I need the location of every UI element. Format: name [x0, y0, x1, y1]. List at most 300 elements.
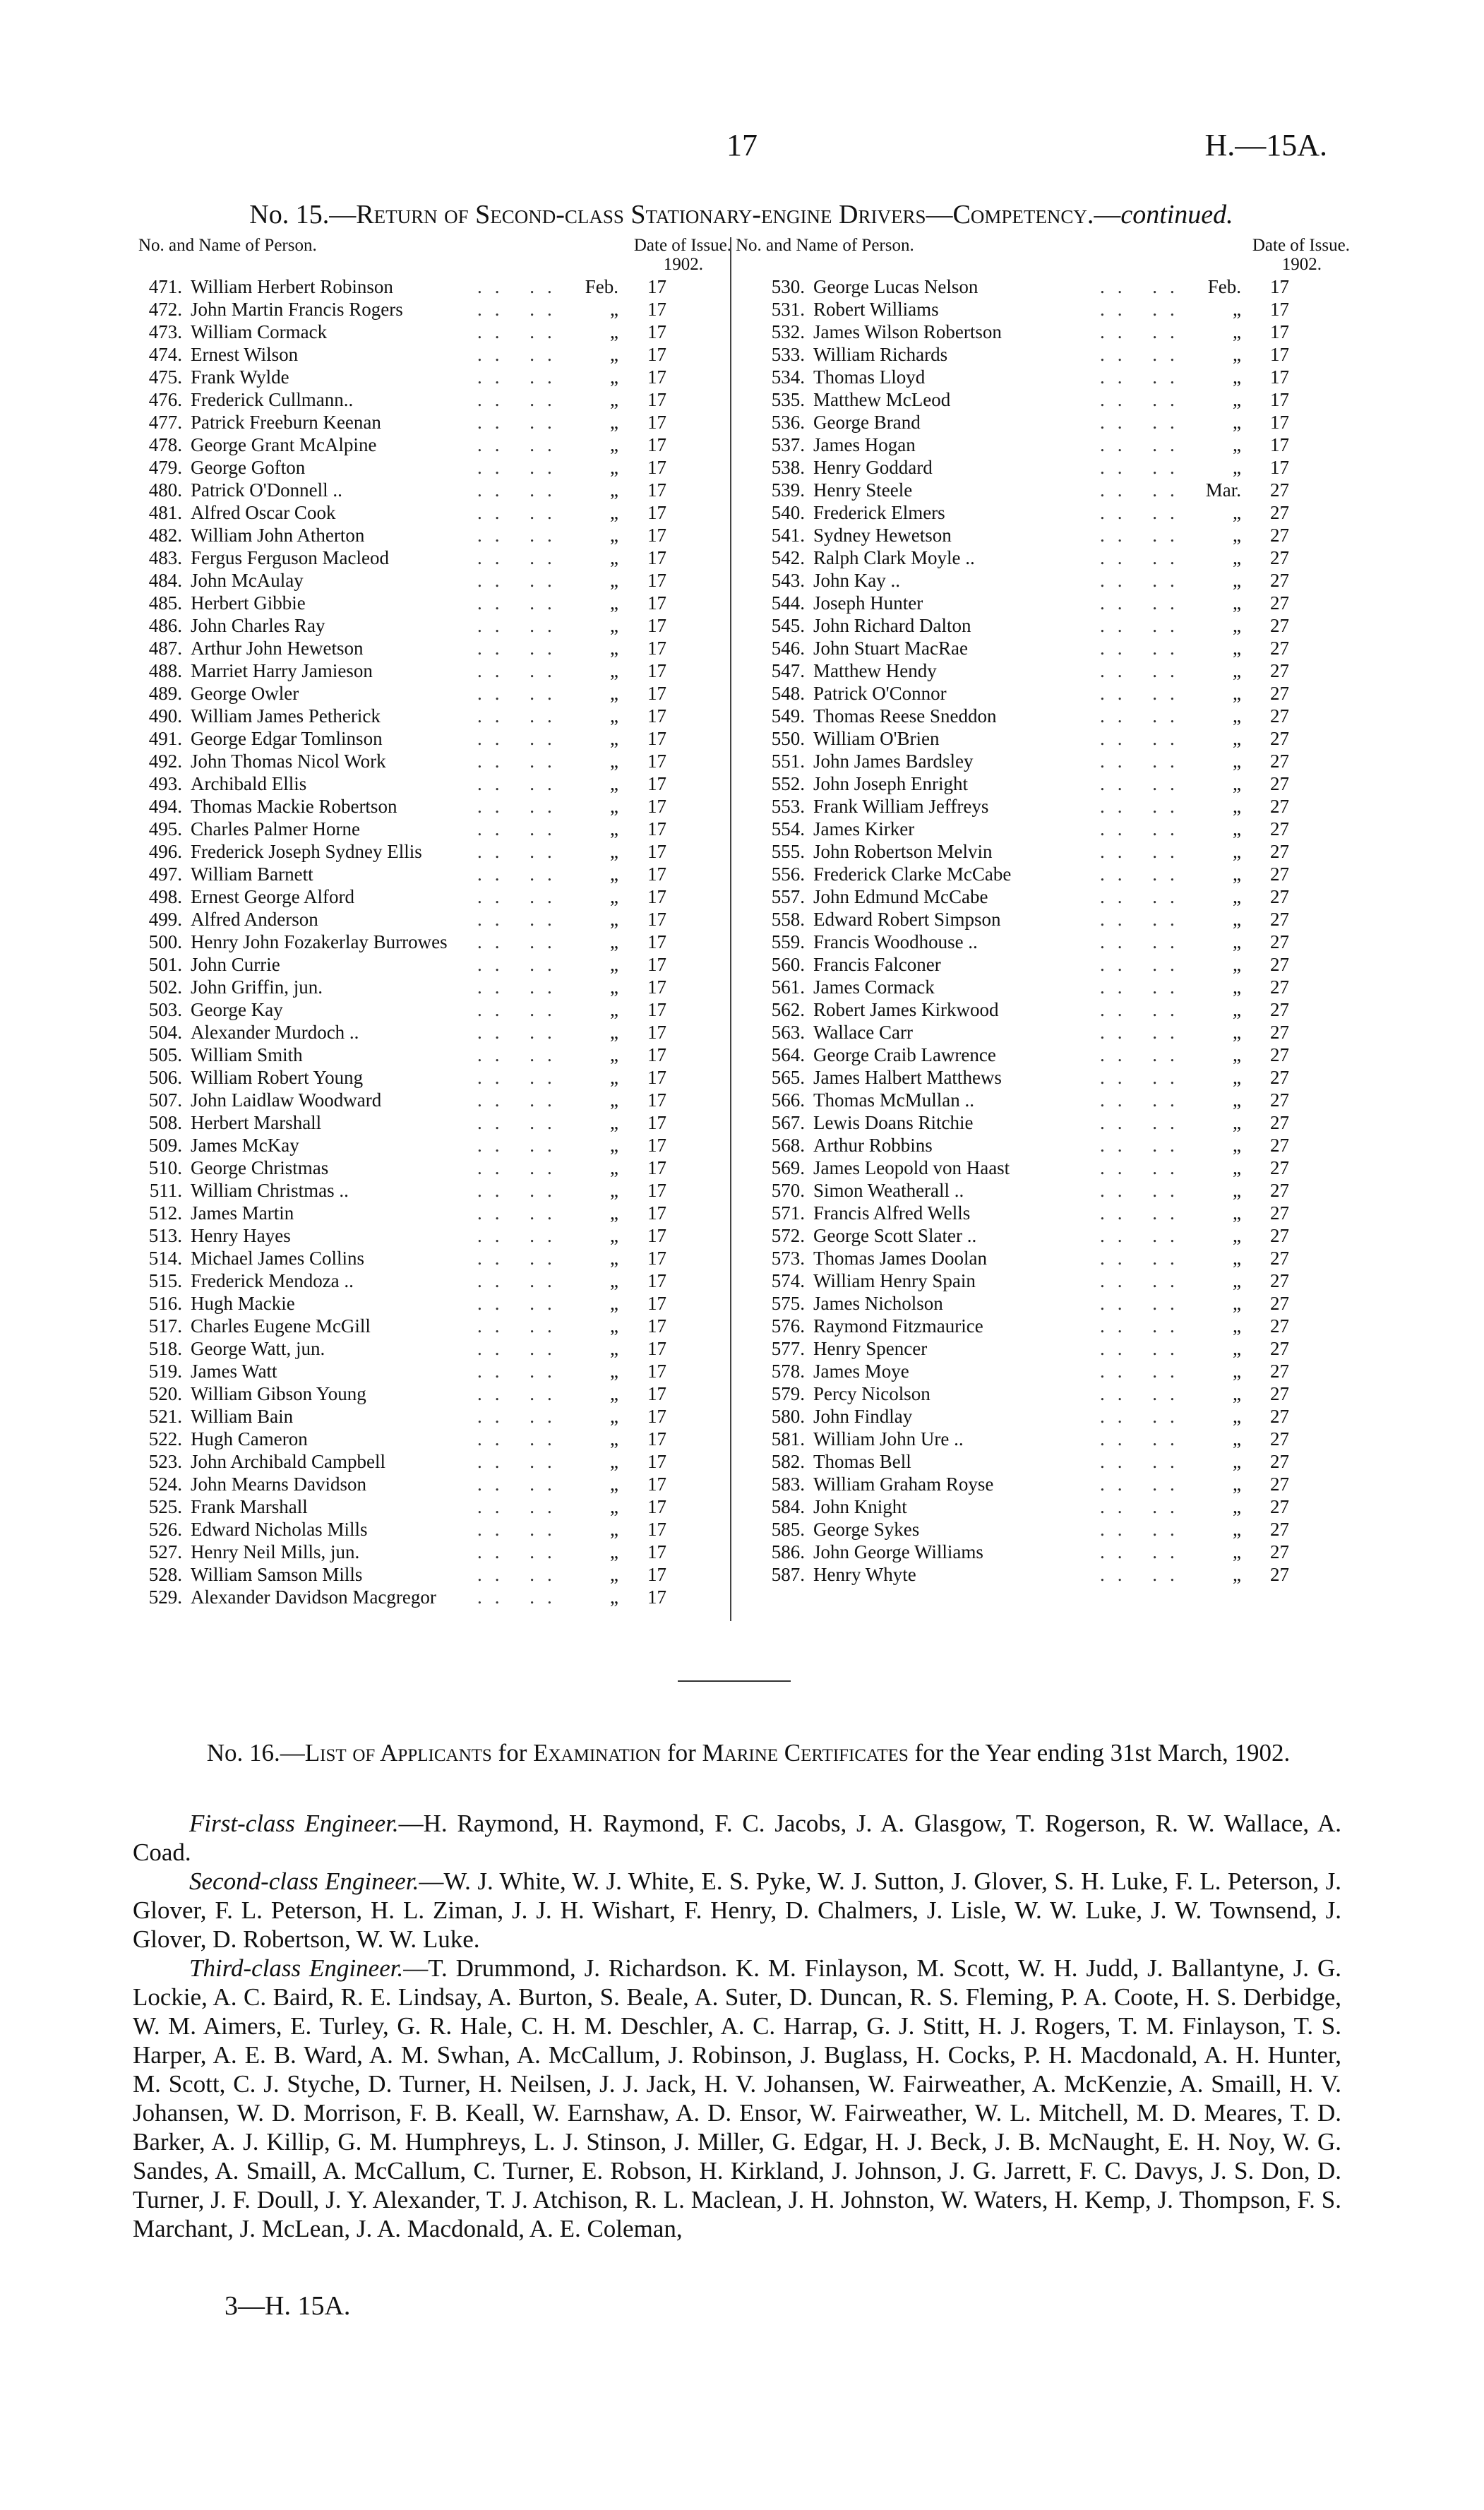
leader-dots: .. .. — [1100, 389, 1187, 410]
entry-day: 27 — [1270, 999, 1289, 1020]
entry-month: „ — [1233, 1044, 1241, 1065]
entry-name: William Smith — [191, 1044, 303, 1065]
table-row — [755, 1134, 1348, 1157]
table-row — [755, 434, 1348, 456]
entry-name: James Kirker — [813, 818, 915, 839]
entry-day: 27 — [1270, 1519, 1289, 1540]
entry-day: 17 — [647, 479, 666, 501]
entry-day: 17 — [1270, 366, 1289, 388]
table-row — [133, 1202, 726, 1224]
entry-number: 540. — [771, 502, 805, 523]
entry-name: Matthew Hendy — [813, 660, 937, 681]
entry-day: 17 — [647, 1474, 666, 1495]
leader-dots: .. .. — [1100, 1225, 1187, 1246]
table-row — [755, 614, 1348, 637]
entry-name: William Herbert Robinson — [191, 276, 393, 297]
leader-dots: .. .. — [477, 1270, 565, 1291]
leader-dots: .. .. — [1100, 1315, 1187, 1337]
entry-month: Feb. — [1207, 276, 1241, 297]
entry-day: 27 — [1270, 615, 1289, 636]
entry-number: 537. — [771, 434, 805, 455]
table-row — [755, 727, 1348, 750]
entry-number: 523. — [148, 1451, 182, 1472]
entry-number: 527. — [148, 1541, 182, 1562]
entry-day: 17 — [1270, 344, 1289, 365]
leader-dots: .. .. — [1100, 931, 1187, 952]
entry-number: 538. — [771, 457, 805, 478]
entry-day: 17 — [647, 909, 666, 930]
entry-month: „ — [1233, 976, 1241, 998]
table-row — [755, 343, 1348, 366]
table-row — [755, 1428, 1348, 1450]
leader-dots: .. .. — [1100, 1202, 1187, 1224]
entry-day: 27 — [1270, 773, 1289, 794]
entry-month: „ — [610, 1315, 618, 1337]
entry-month: „ — [610, 1202, 618, 1224]
entry-name: James Leopold von Haast — [813, 1157, 1010, 1178]
entry-name: James Watt — [191, 1361, 277, 1382]
leader-dots: .. .. — [477, 773, 565, 794]
entry-number: 533. — [771, 344, 805, 365]
entry-month: „ — [610, 683, 618, 704]
entry-number: 583. — [771, 1474, 805, 1495]
leader-dots: .. .. — [477, 909, 565, 930]
entry-name: Robert Williams — [813, 299, 939, 320]
entry-month: „ — [1233, 1406, 1241, 1427]
entry-day: 27 — [1270, 1225, 1289, 1246]
entry-number: 568. — [771, 1135, 805, 1156]
entry-day: 17 — [647, 728, 666, 749]
leader-dots: .. .. — [1100, 502, 1187, 523]
leader-dots: .. .. — [477, 1089, 565, 1111]
entry-month: „ — [610, 660, 618, 681]
entry-number: 472. — [148, 299, 182, 320]
entry-day: 17 — [647, 615, 666, 636]
leader-dots: .. .. — [477, 1541, 565, 1562]
entry-number: 473. — [148, 321, 182, 342]
entry-number: 542. — [771, 547, 805, 568]
entry-day: 17 — [647, 1157, 666, 1178]
leader-dots: .. .. — [477, 728, 565, 749]
entry-day: 17 — [647, 389, 666, 410]
second-class-paragraph — [133, 1867, 1341, 1954]
table-row — [133, 1066, 726, 1089]
table-row — [755, 998, 1348, 1021]
entry-name: George Owler — [191, 683, 299, 704]
table-row — [133, 727, 726, 750]
entry-day: 17 — [647, 1202, 666, 1224]
entry-name: John James Bardsley — [813, 751, 974, 772]
entry-name: William Robert Young — [191, 1067, 364, 1088]
leader-dots: .. .. — [477, 389, 565, 410]
entry-month: „ — [1233, 863, 1241, 885]
table-row — [755, 275, 1348, 298]
leader-dots: .. .. — [1100, 954, 1187, 975]
left-col-year-label: 1902. — [663, 255, 703, 274]
table-row — [755, 1315, 1348, 1337]
leader-dots: .. .. — [477, 1293, 565, 1314]
entry-number: 544. — [771, 592, 805, 614]
table-row — [133, 795, 726, 818]
table-row — [133, 1518, 726, 1541]
leader-dots: .. .. — [1100, 1451, 1187, 1472]
table-row — [755, 976, 1348, 998]
leader-dots: .. .. — [1100, 683, 1187, 704]
entry-number: 488. — [148, 660, 182, 681]
table-row — [755, 1224, 1348, 1247]
leader-dots: .. .. — [477, 570, 565, 591]
table-row — [755, 546, 1348, 569]
entry-name: John Edmund McCabe — [813, 886, 988, 907]
entry-number: 506. — [148, 1067, 182, 1088]
leader-dots: .. .. — [1100, 1270, 1187, 1291]
list-title — [155, 1737, 1341, 1769]
table-row — [755, 705, 1348, 727]
entry-name: Raymond Fitzmaurice — [813, 1315, 983, 1337]
entry-month: „ — [1233, 1451, 1241, 1472]
entry-day: 27 — [1270, 1022, 1289, 1043]
leader-dots: .. .. — [1100, 570, 1187, 591]
table-row — [755, 1563, 1348, 1586]
leader-dots: .. .. — [1100, 886, 1187, 907]
entry-day: 17 — [647, 1135, 666, 1156]
table-row — [133, 1495, 726, 1518]
entry-number: 571. — [771, 1202, 805, 1224]
leader-dots: .. .. — [477, 479, 565, 501]
table-row — [133, 1337, 726, 1360]
entry-number: 484. — [148, 570, 182, 591]
leader-dots: .. .. — [477, 502, 565, 523]
entry-number: 492. — [148, 751, 182, 772]
leader-dots: .. .. — [477, 1225, 565, 1246]
entry-name: Marriet Harry Jamieson — [191, 660, 373, 681]
entry-day: 17 — [647, 1293, 666, 1314]
leader-dots: .. .. — [477, 751, 565, 772]
entry-day: 27 — [1270, 1564, 1289, 1585]
entry-day: 27 — [1270, 796, 1289, 817]
third-class-paragraph — [133, 1954, 1341, 2243]
entry-month: „ — [610, 1474, 618, 1495]
entry-day: 17 — [647, 434, 666, 455]
table-row — [133, 1111, 726, 1134]
entry-day: 27 — [1270, 931, 1289, 952]
entry-month: „ — [610, 1044, 618, 1065]
entry-number: 509. — [148, 1135, 182, 1156]
entry-number: 578. — [771, 1361, 805, 1382]
entry-day: 17 — [647, 954, 666, 975]
entry-name: William John Atherton — [191, 525, 365, 546]
entry-name: Hugh Cameron — [191, 1428, 308, 1450]
entry-name: Herbert Gibbie — [191, 592, 306, 614]
leader-dots: .. .. — [1100, 999, 1187, 1020]
table-row — [755, 524, 1348, 546]
entry-day: 17 — [647, 412, 666, 433]
entry-name: Michael James Collins — [191, 1248, 364, 1269]
table-row — [755, 885, 1348, 908]
list-title-exam: Examination — [533, 1739, 662, 1767]
entry-name: Simon Weatherall .. — [813, 1180, 964, 1201]
table-row — [755, 569, 1348, 592]
entry-month: „ — [1233, 886, 1241, 907]
entry-number: 495. — [148, 818, 182, 839]
leader-dots: .. .. — [1100, 841, 1187, 862]
entry-name: Frank Wylde — [191, 366, 289, 388]
entry-day: 17 — [647, 457, 666, 478]
entry-number: 482. — [148, 525, 182, 546]
entry-name: Henry Spencer — [813, 1338, 928, 1359]
table-row — [133, 863, 726, 885]
leader-dots: .. .. — [1100, 638, 1187, 659]
entry-day: 17 — [647, 1270, 666, 1291]
entry-day: 17 — [647, 1338, 666, 1359]
entry-number: 515. — [148, 1270, 182, 1291]
entry-name: Alexander Davidson Macgregor — [191, 1586, 436, 1608]
leader-dots: .. .. — [1100, 479, 1187, 501]
entry-number: 522. — [148, 1428, 182, 1450]
entry-name: John Currie — [191, 954, 280, 975]
entry-month: „ — [1233, 1293, 1241, 1314]
leader-dots: .. .. — [477, 796, 565, 817]
leader-dots: .. .. — [1100, 1496, 1187, 1517]
return-title — [99, 199, 1384, 230]
entry-month: „ — [610, 389, 618, 410]
entry-month: „ — [610, 525, 618, 546]
table-row — [755, 1518, 1348, 1541]
first-class-names: —H. Raymond, H. Raymond, F. C. Jacobs, J. A. Glasgow, T. Rogerson, R. W. Wallace, A. Coad. — [133, 1810, 1341, 1866]
entry-day: 27 — [1270, 728, 1289, 749]
entry-number: 526. — [148, 1519, 182, 1540]
table-row — [133, 1157, 726, 1179]
entry-month: „ — [610, 1157, 618, 1178]
entry-month: „ — [1233, 1564, 1241, 1585]
entry-day: 17 — [647, 502, 666, 523]
entry-day: 27 — [1270, 1541, 1289, 1562]
entry-name: George Kay — [191, 999, 283, 1020]
entry-day: 17 — [647, 1248, 666, 1269]
entry-month: „ — [610, 412, 618, 433]
leader-dots: .. .. — [1100, 1338, 1187, 1359]
entry-number: 510. — [148, 1157, 182, 1178]
first-class-paragraph — [133, 1809, 1341, 1867]
entry-day: 17 — [647, 1315, 666, 1337]
entry-name: George Scott Slater .. — [813, 1225, 977, 1246]
leader-dots: .. .. — [477, 1361, 565, 1382]
entry-name: Arthur Robbins — [813, 1135, 933, 1156]
table-row — [133, 546, 726, 569]
third-class-label: Third-class Engineer. — [189, 1954, 404, 1982]
entry-name: John Mearns Davidson — [191, 1474, 366, 1495]
table-row — [755, 1541, 1348, 1563]
leader-dots: .. .. — [1100, 1044, 1187, 1065]
table-row — [133, 976, 726, 998]
entry-month: „ — [1233, 366, 1241, 388]
entry-name: Archibald Ellis — [191, 773, 307, 794]
entry-number: 476. — [148, 389, 182, 410]
leader-dots: .. .. — [477, 1067, 565, 1088]
entry-name: Charles Palmer Horne — [191, 818, 360, 839]
leader-dots: .. .. — [477, 954, 565, 975]
entry-number: 577. — [771, 1338, 805, 1359]
table-row — [133, 1247, 726, 1269]
entry-name: John Findlay — [813, 1406, 913, 1427]
entry-number: 579. — [771, 1383, 805, 1404]
entry-day: 27 — [1270, 1157, 1289, 1178]
leader-dots: .. .. — [477, 863, 565, 885]
leader-dots: .. .. — [477, 615, 565, 636]
table-row — [133, 343, 726, 366]
entry-number: 535. — [771, 389, 805, 410]
entry-name: Edward Robert Simpson — [813, 909, 1001, 930]
entry-day: 17 — [1270, 434, 1289, 455]
entry-name: John Joseph Enright — [813, 773, 968, 794]
entry-number: 498. — [148, 886, 182, 907]
right-col-name-header: No. and Name of Person. — [736, 236, 914, 255]
entry-day: 17 — [647, 1586, 666, 1608]
entry-month: „ — [610, 344, 618, 365]
entry-month: „ — [610, 1541, 618, 1562]
leader-dots: .. .. — [477, 1338, 565, 1359]
entry-number: 553. — [771, 796, 805, 817]
entry-number: 503. — [148, 999, 182, 1020]
entry-number: 474. — [148, 344, 182, 365]
entry-name: Henry Goddard — [813, 457, 933, 478]
entry-month: „ — [1233, 841, 1241, 862]
second-class-label: Second-class Engineer. — [189, 1867, 419, 1895]
entry-name: John George Williams — [813, 1541, 983, 1562]
entry-month: „ — [610, 976, 618, 998]
entry-day: 17 — [647, 1406, 666, 1427]
entry-month: „ — [1233, 299, 1241, 320]
entry-number: 497. — [148, 863, 182, 885]
table-row — [133, 931, 726, 953]
leader-dots: .. .. — [1100, 909, 1187, 930]
entry-day: 27 — [1270, 592, 1289, 614]
entry-number: 486. — [148, 615, 182, 636]
leader-dots: .. .. — [477, 1383, 565, 1404]
entry-month: „ — [610, 1180, 618, 1201]
entry-day: 27 — [1270, 660, 1289, 681]
entry-month: „ — [610, 1248, 618, 1269]
entry-month: „ — [1233, 321, 1241, 342]
entry-day: 27 — [1270, 818, 1289, 839]
entry-month: „ — [1233, 502, 1241, 523]
entry-number: 478. — [148, 434, 182, 455]
entry-number: 514. — [148, 1248, 182, 1269]
entry-name: John Stuart MacRae — [813, 638, 968, 659]
leader-dots: .. .. — [477, 1044, 565, 1065]
entry-number: 477. — [148, 412, 182, 433]
leader-dots: .. .. — [477, 1428, 565, 1450]
table-row — [755, 456, 1348, 479]
first-class-label: First-class Engineer. — [189, 1810, 399, 1837]
leader-dots: .. .. — [477, 818, 565, 839]
entry-month: „ — [1233, 931, 1241, 952]
leader-dots: .. .. — [1100, 1067, 1187, 1088]
entry-month: „ — [610, 705, 618, 727]
entry-day: 17 — [647, 818, 666, 839]
entry-number: 518. — [148, 1338, 182, 1359]
entry-month: „ — [610, 909, 618, 930]
entry-name: Henry Whyte — [813, 1564, 916, 1585]
section-rule — [678, 1680, 791, 1682]
third-class-names: —T. Drummond, J. Richardson. K. M. Finlayson, M. Scott, W. H. Judd, J. Ballantyne, J. G. Lockie, A. C. Baird, R. E. Lindsay, A. Burton, S. Beale, A. Suter, D. Duncan, R. S. Fleming, P. A. Coote, H. S. Derbidge, W. M. Aimers, E. Turley, G. R. Hale, C. H. M. Deschler, A. C. Harrap, G. J. Stitt, H. J. Rogers, T. M. Finlayson, T. S. Harper, A. E. B. Ward, A. M. Swhan, A. McCallum, J. Robinson, J. Buglass, H. Cocks, P. H. Macdonald, A. H. Hunter, M. Scott, C. J. Styche, D. Turner, H. Neilsen, J. J. Jack, H. V. Johansen, W. Fairweather, A. McKenzie, A. Smaill, H. V. Johansen, W. D. Morrison, F. B. Keall, W. Earnshaw, A. D. Ensor, W. Fairweather, W. L. Mitchell, M. D. Meares, T. D. Barker, A. J. Killip, G. M. Humphreys, L. J. Stinson, J. Miller, G. Edgar, H. J. Beck, J. B. McNaught, E. H. Noy, W. G. Sandes, A. Smaill, A. McCallum, C. Turner, E. Robson, H. Kirkland, J. Johnson, J. G. Jarrett, F. C. Davys, J. S. Don, D. Turner, J. F. Doull, J. Y. Alexander, T. J. Atchison, R. L. Maclean, J. H. Johnston, W. Waters, H. Kemp, J. Thompson, F. S. Marchant, J. McLean, J. A. Macdonald, A. E. Coleman, — [133, 1954, 1341, 2242]
entry-number: 485. — [148, 592, 182, 614]
entry-month: „ — [1233, 773, 1241, 794]
entry-month: „ — [610, 751, 618, 772]
entry-month: „ — [610, 818, 618, 839]
column-divider — [730, 237, 731, 1621]
table-row — [755, 682, 1348, 705]
leader-dots: .. .. — [1100, 615, 1187, 636]
table-row — [133, 411, 726, 434]
table-row — [755, 1111, 1348, 1134]
entry-name: Arthur John Hewetson — [191, 638, 364, 659]
entry-day: 17 — [647, 1225, 666, 1246]
entry-number: 534. — [771, 366, 805, 388]
entry-day: 17 — [647, 1428, 666, 1450]
leader-dots: .. .. — [477, 525, 565, 546]
entry-name: Frank Marshall — [191, 1496, 308, 1517]
leader-dots: .. .. — [477, 1586, 565, 1608]
entry-month: „ — [1233, 1022, 1241, 1043]
table-row — [133, 1428, 726, 1450]
entry-number: 481. — [148, 502, 182, 523]
entry-day: 17 — [1270, 321, 1289, 342]
table-row — [755, 1247, 1348, 1269]
leader-dots: .. .. — [477, 1406, 565, 1427]
entry-number: 501. — [148, 954, 182, 975]
entry-number: 551. — [771, 751, 805, 772]
table-row — [755, 501, 1348, 524]
table-row — [133, 1021, 726, 1044]
leader-dots: .. .. — [477, 1202, 565, 1224]
entry-month: „ — [610, 1383, 618, 1404]
leader-dots: .. .. — [1100, 1022, 1187, 1043]
entry-month: „ — [1233, 615, 1241, 636]
table-row — [133, 818, 726, 840]
entry-number: 483. — [148, 547, 182, 568]
entry-day: 27 — [1270, 1248, 1289, 1269]
table-row — [755, 659, 1348, 682]
leader-dots: .. .. — [1100, 547, 1187, 568]
entry-number: 499. — [148, 909, 182, 930]
leader-dots: .. .. — [477, 344, 565, 365]
entry-month: „ — [1233, 1202, 1241, 1224]
entry-day: 27 — [1270, 1089, 1289, 1111]
entry-month: „ — [1233, 728, 1241, 749]
table-row — [133, 298, 726, 321]
entry-month: „ — [610, 841, 618, 862]
table-row — [133, 659, 726, 682]
entry-day: 27 — [1270, 751, 1289, 772]
leader-dots: .. .. — [1100, 321, 1187, 342]
entry-month: „ — [1233, 1428, 1241, 1450]
entry-day: 17 — [647, 1022, 666, 1043]
table-row — [755, 592, 1348, 614]
entry-name: Fergus Ferguson Macleod — [191, 547, 389, 568]
entry-name: William Christmas .. — [191, 1180, 349, 1201]
entry-day: 17 — [647, 1496, 666, 1517]
table-row — [755, 953, 1348, 976]
entry-name: Thomas Mackie Robertson — [191, 796, 397, 817]
second-class-names: —W. J. White, W. J. White, E. S. Pyke, W. J. Sutton, J. Glover, S. H. Luke, F. L. Peterson, J. Glover, F. L. Peterson, H. L. Ziman, J. J. H. Wishart, F. Henry, D. Chalmers, J. Lisle, W. W. Luke, J. W. Townsend, J. Glover, D. Robertson, W. W. Luke. — [133, 1867, 1342, 1953]
right-col-year-label: 1902. — [1281, 255, 1322, 274]
list-title-prefix: No. 16.— — [206, 1739, 305, 1767]
leader-dots: .. .. — [477, 412, 565, 433]
entry-name: John Kay .. — [813, 570, 900, 591]
entry-month: „ — [610, 1406, 618, 1427]
entry-name: Francis Falconer — [813, 954, 941, 975]
